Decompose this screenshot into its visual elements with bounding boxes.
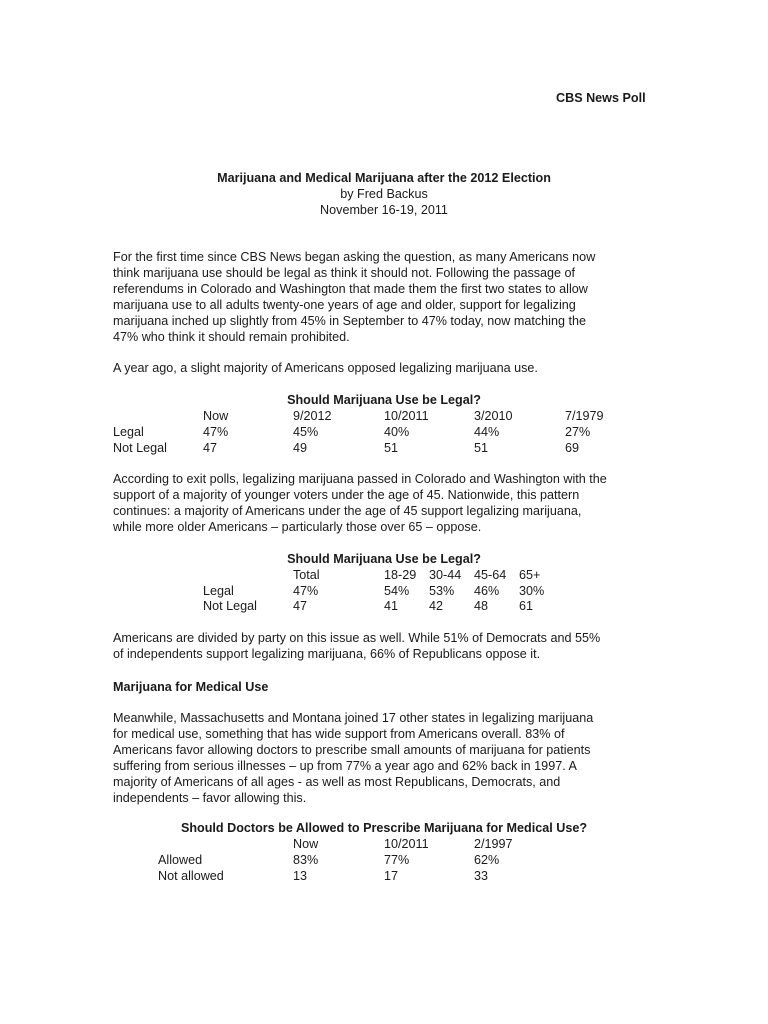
table-cell: 40%	[384, 425, 410, 439]
table-title: Should Marijuana Use be Legal?	[287, 552, 481, 566]
table-cell: 53%	[429, 584, 455, 598]
table-cell: 83%	[293, 853, 319, 867]
medical-line: Meanwhile, Massachusetts and Montana joined 17 other states in legalizing marijuana	[113, 711, 594, 725]
table-cell: 42	[429, 599, 444, 613]
row-label: Not allowed	[158, 869, 224, 883]
byline: by Fred Backus	[340, 187, 428, 201]
column-header: Total	[293, 568, 320, 582]
column-header: 9/2012	[293, 409, 332, 423]
exit-polls-paragraph	[113, 471, 673, 535]
section-heading: Marijuana for Medical Use	[113, 680, 269, 694]
table-title: Should Marijuana Use be Legal?	[287, 393, 481, 407]
column-header: Now	[203, 409, 229, 423]
table-cell: 51	[384, 441, 399, 455]
row-label: Not Legal	[113, 441, 167, 455]
table-cell: 48	[474, 599, 489, 613]
intro-line: referendums in Colorado and Washington that made them the first two states to allow	[113, 282, 588, 296]
table-cell: 47	[203, 441, 218, 455]
table-cell: 44%	[474, 425, 500, 439]
column-header: 18-29	[384, 568, 417, 582]
column-header: 30-44	[429, 568, 462, 582]
medical-line: suffering from serious illnesses – up from 77% a year ago and 62% back in 1997. A	[113, 759, 577, 773]
row-label: Not Legal	[203, 599, 257, 613]
table-cell: 47%	[293, 584, 319, 598]
title-block	[0, 170, 768, 218]
document-title: Marijuana and Medical Marijuana after the 2012 Election	[217, 171, 551, 185]
medical-line: Americans favor allowing doctors to prescribe small amounts of marijuana for patients	[113, 743, 591, 757]
medical-line: majority of Americans of all ages - as well as most Republicans, Democrats, and	[113, 775, 561, 789]
table-cell: 47%	[203, 425, 229, 439]
intro-line: think marijuana use should be legal as think it should not. Following the passage of	[113, 266, 576, 280]
row-label: Allowed	[158, 853, 203, 867]
row-label: Legal	[203, 584, 234, 598]
table-cell: 69	[565, 441, 580, 455]
table-cell: 77%	[384, 853, 410, 867]
table-cell: 46%	[474, 584, 500, 598]
table-cell: 51	[474, 441, 489, 455]
document-date: November 16-19, 2011	[320, 203, 448, 217]
table-cell: 13	[293, 869, 308, 883]
row-label: Legal	[113, 425, 144, 439]
table-cell: 30%	[519, 584, 545, 598]
column-header: 10/2011	[384, 837, 429, 851]
poll-label: CBS News Poll	[556, 91, 646, 105]
exit-polls-line: support of a majority of younger voters under the age of 45. Nationwide, this pattern	[113, 488, 580, 502]
year-ago-paragraph: A year ago, a slight majority of Americans opposed legalizing marijuana use.	[113, 361, 538, 375]
table-cell: 17	[384, 869, 399, 883]
table-cell: 47	[293, 599, 308, 613]
exit-polls-line: while more older Americans – particularly those over 65 – oppose.	[113, 520, 482, 534]
column-header: 45-64	[474, 568, 507, 582]
party-line: of independents support legalizing marijuana, 66% of Republicans oppose it.	[113, 647, 541, 661]
exit-polls-line: continues: a majority of Americans under the age of 45 support legalizing marijuana,	[113, 504, 582, 518]
table-cell: 27%	[565, 425, 591, 439]
table-cell: 54%	[384, 584, 410, 598]
medical-paragraph	[113, 710, 673, 806]
table-cell: 45%	[293, 425, 319, 439]
intro-paragraph	[113, 249, 673, 345]
column-header: 10/2011	[384, 409, 429, 423]
intro-line: For the first time since CBS News began asking the question, as many Americans now	[113, 250, 596, 264]
column-header: 7/1979	[565, 409, 604, 423]
column-header: 65+	[519, 568, 541, 582]
exit-polls-line: According to exit polls, legalizing marijuana passed in Colorado and Washington with the	[113, 472, 607, 486]
table-cell: 61	[519, 599, 534, 613]
column-header: 3/2010	[474, 409, 513, 423]
intro-line: 47% who think it should remain prohibited.	[113, 330, 350, 344]
table-cell: 41	[384, 599, 399, 613]
party-paragraph	[113, 630, 673, 662]
table-title: Should Doctors be Allowed to Prescribe Marijuana for Medical Use?	[180, 821, 588, 835]
column-header: 2/1997	[474, 837, 513, 851]
medical-line: for medical use, something that has wide support from Americans overall. 83% of	[113, 727, 565, 741]
medical-line: independents – favor allowing this.	[113, 791, 307, 805]
column-header: Now	[293, 837, 319, 851]
table-cell: 49	[293, 441, 308, 455]
intro-line: marijuana use to all adults twenty-one years of age and older, support for legalizing	[113, 298, 576, 312]
intro-line: marijuana inched up slightly from 45% in September to 47% today, now matching the	[113, 314, 586, 328]
table-cell: 33	[474, 869, 489, 883]
party-line: Americans are divided by party on this issue as well. While 51% of Democrats and 55%	[113, 631, 601, 645]
table-cell: 62%	[474, 853, 500, 867]
